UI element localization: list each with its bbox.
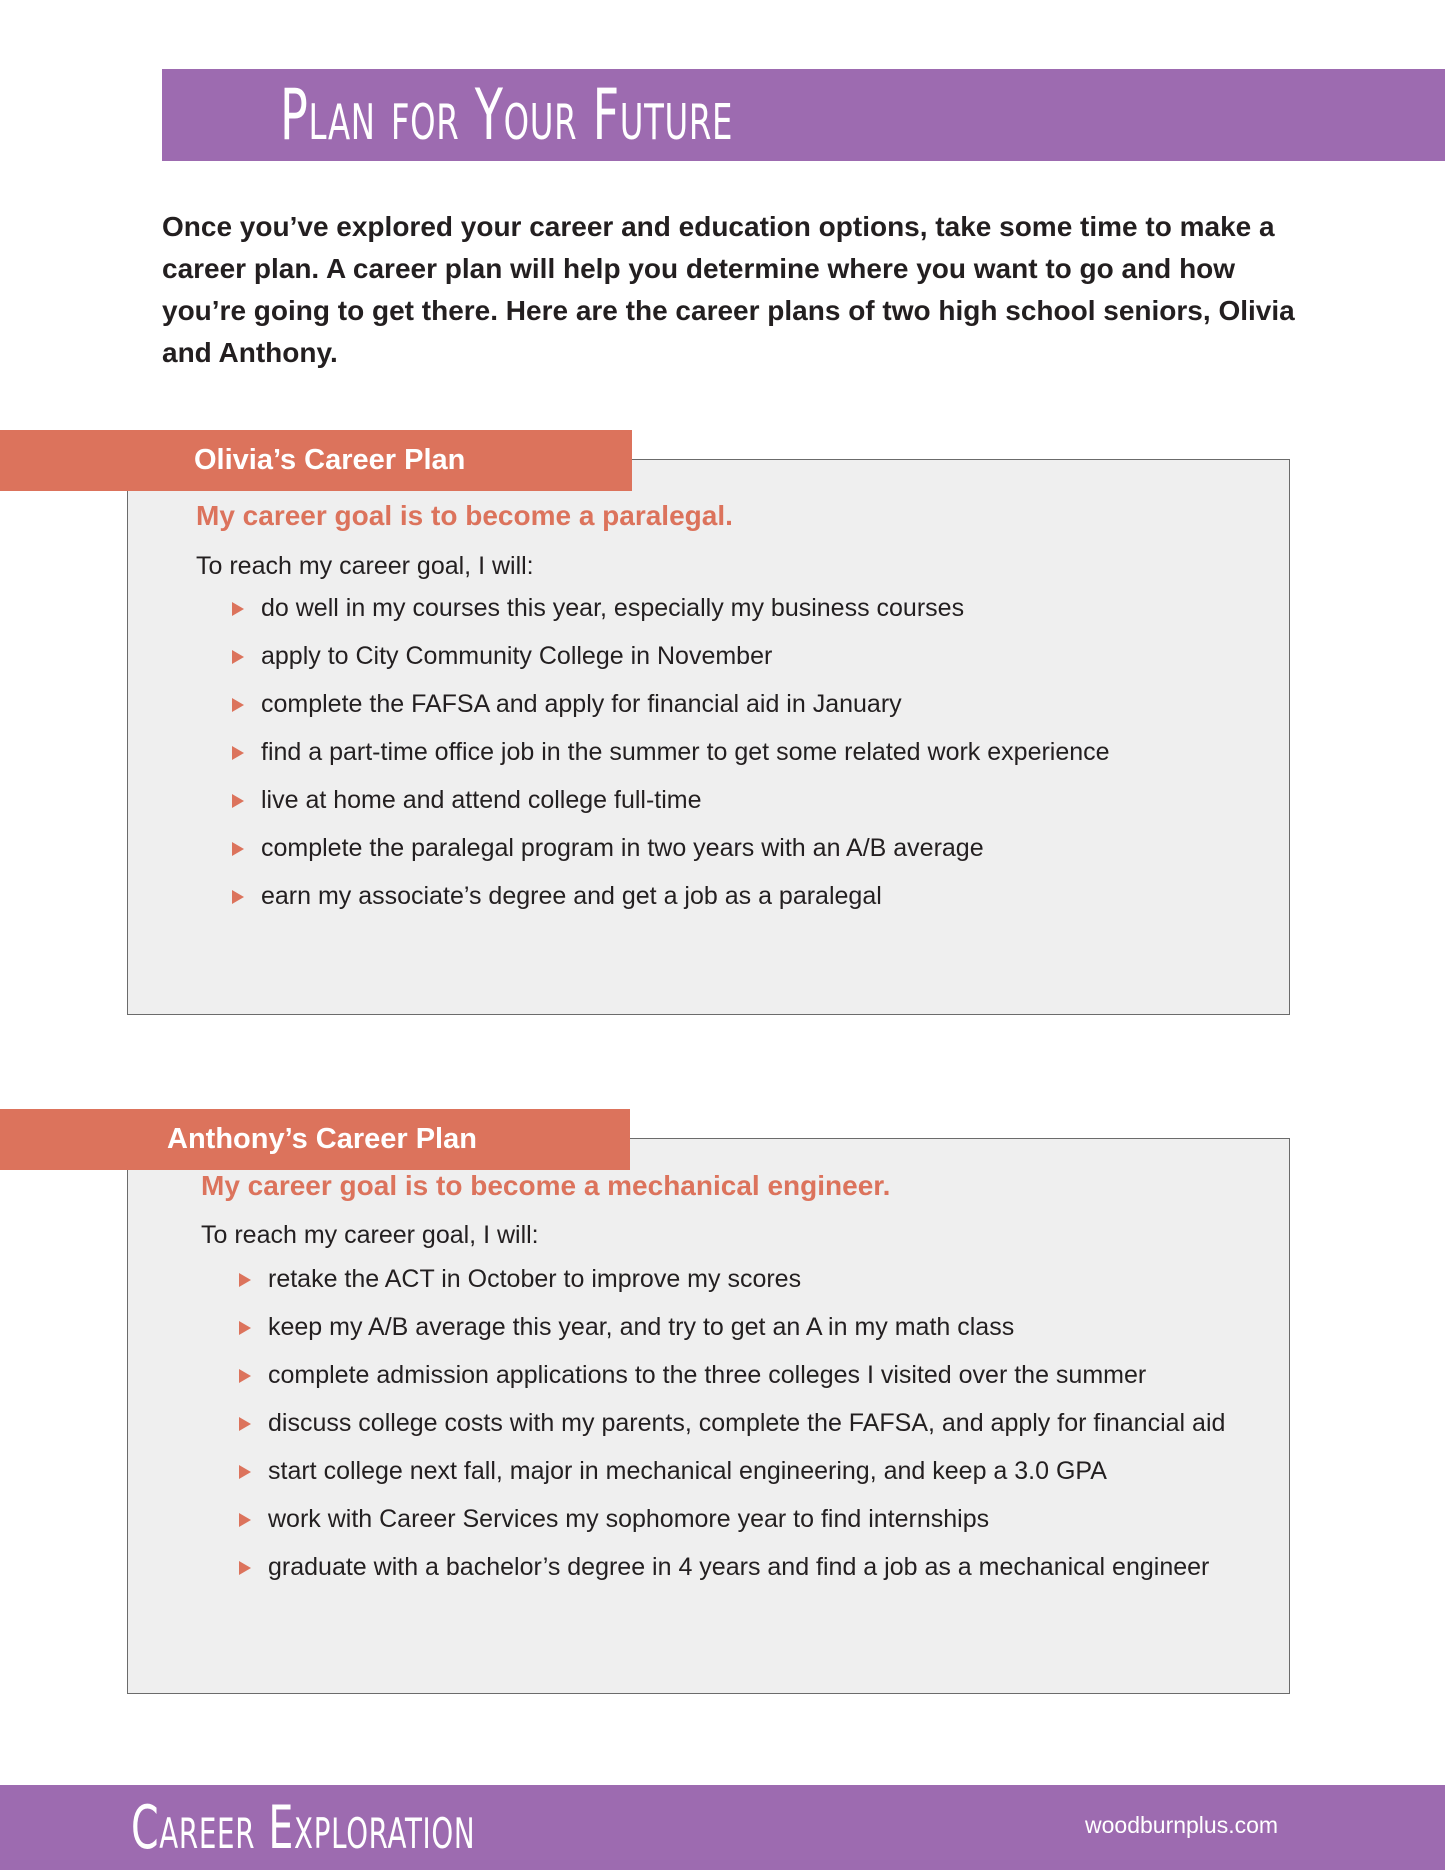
list-item: work with Career Services my sophomore year to find internships — [239, 1503, 1225, 1551]
list-item: complete admission applications to the three colleges I visited over the summer — [239, 1359, 1225, 1407]
header-banner — [162, 69, 1445, 161]
footer-banner — [0, 1785, 1445, 1870]
list-item: graduate with a bachelor’s degree in 4 years and find a job as a mechanical engineer — [239, 1551, 1225, 1599]
olivia-career-goal: My career goal is to become a paralegal. — [196, 500, 733, 531]
list-item: start college next fall, major in mechanical engineering, and keep a 3.0 GPA — [239, 1455, 1225, 1503]
footer-title: Career Exploration — [131, 1793, 476, 1863]
anthony-plan-panel — [127, 1138, 1290, 1694]
triangle-bullet-icon — [239, 1465, 251, 1479]
triangle-bullet-icon — [239, 1369, 251, 1383]
list-item: complete the paralegal program in two years with an A/B average — [232, 832, 1110, 880]
triangle-bullet-icon — [239, 1417, 251, 1431]
triangle-bullet-icon — [232, 698, 244, 712]
triangle-bullet-icon — [239, 1321, 251, 1335]
list-item: do well in my courses this year, especially my business courses — [232, 592, 1110, 640]
olivia-steps-list — [232, 592, 1110, 928]
list-item: earn my associate’s degree and get a job as a paralegal — [232, 880, 1110, 928]
anthony-steps-list — [239, 1263, 1225, 1599]
list-item: keep my A/B average this year, and try to get an A in my math class — [239, 1311, 1225, 1359]
list-item: retake the ACT in October to improve my scores — [239, 1263, 1225, 1311]
intro-paragraph: Once you’ve explored your career and education options, take some time to make a career plan. A career plan will help you determine where you want to go and how you’re going to get there. Here are the career plans of two high school seniors, Olivia and Anthony. — [162, 211, 1295, 368]
list-item: live at home and attend college full-time — [232, 784, 1110, 832]
olivia-plan-intro: To reach my career goal, I will: — [196, 552, 534, 580]
list-item: apply to City Community College in November — [232, 640, 1110, 688]
triangle-bullet-icon — [232, 746, 244, 760]
triangle-bullet-icon — [232, 842, 244, 856]
anthony-career-goal: My career goal is to become a mechanical engineer. — [201, 1170, 891, 1201]
triangle-bullet-icon — [232, 794, 244, 808]
olivia-plan-tab: Olivia’s Career Plan — [0, 430, 632, 491]
triangle-bullet-icon — [232, 650, 244, 664]
olivia-plan-panel — [127, 459, 1290, 1015]
triangle-bullet-icon — [232, 890, 244, 904]
triangle-bullet-icon — [239, 1561, 251, 1575]
anthony-plan-intro: To reach my career goal, I will: — [201, 1221, 539, 1249]
anthony-plan-tab: Anthony’s Career Plan — [0, 1109, 630, 1170]
page-title: Plan for Your Future — [280, 74, 734, 156]
list-item: complete the FAFSA and apply for financial aid in January — [232, 688, 1110, 736]
triangle-bullet-icon — [239, 1513, 251, 1527]
footer-website-link[interactable]: woodburnplus.com — [1085, 1812, 1279, 1838]
list-item: discuss college costs with my parents, complete the FAFSA, and apply for financial aid — [239, 1407, 1225, 1455]
triangle-bullet-icon — [239, 1273, 251, 1287]
triangle-bullet-icon — [232, 602, 244, 616]
list-item: find a part-time office job in the summer to get some related work experience — [232, 736, 1110, 784]
